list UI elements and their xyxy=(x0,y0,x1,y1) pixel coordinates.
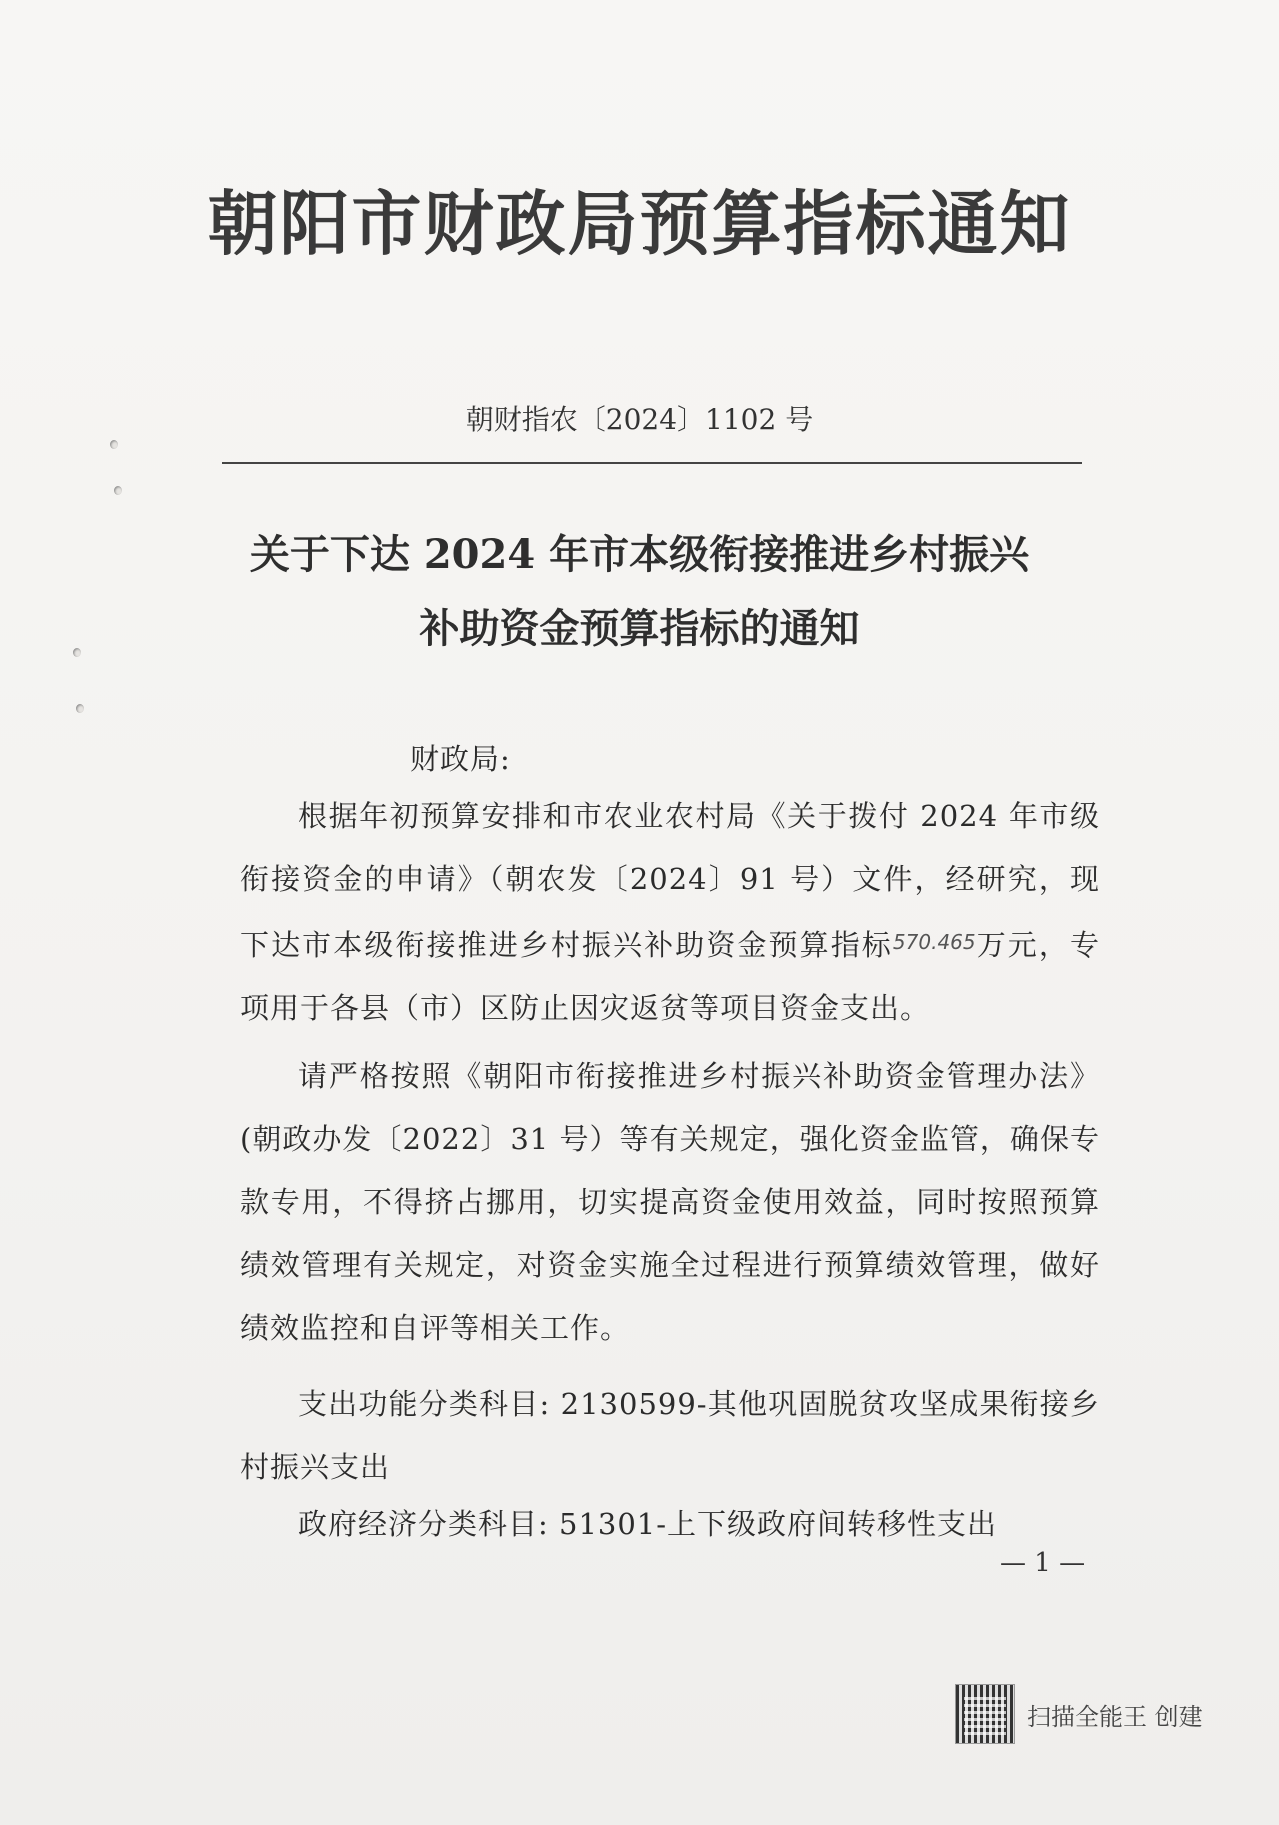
paragraph-3: 支出功能分类科目: 2130599-其他巩固脱贫攻坚成果衔接乡村振兴支出 xyxy=(240,1387,1100,1484)
binding-hole xyxy=(114,486,122,495)
subject-line-1: 关于下达 2024 年市本级衔接推进乡村振兴 xyxy=(249,531,1030,578)
paragraph-1-text-b: 万元，专项用于各县（市）区防止因灾返贫等项目资金支出。 xyxy=(240,928,1100,1025)
document-header-title: 朝阳市财政局预算指标通知 xyxy=(207,182,1072,265)
subject-line-2: 补助资金预算指标的通知 xyxy=(419,605,860,652)
paragraph-1-text-a: 根据年初预算安排和市农业农村局《关于拨付 2024 年市级衔接资金的申请》（朝农发〔2024〕91 号）文件，经研究，现下达市本级衔接推进乡村振兴补助资金预算指标 xyxy=(240,799,1100,962)
document-number: 朝财指农〔2024〕1102 号 xyxy=(465,403,814,436)
document-subject xyxy=(0,518,1279,666)
handwritten-amount: 570.465 xyxy=(892,930,976,954)
qr-code-icon xyxy=(955,1684,1015,1744)
paragraph-2: 请严格按照《朝阳市衔接推进乡村振兴补助资金管理办法》(朝政办发〔2022〕31 号）等有关规定，强化资金监管，确保专款专用，不得挤占挪用，切实提高资金使用效益，同时按照预算绩效管理有关规定，对资金实施全过程进行预算绩效管理，做好绩效监控和自评等相关工作。 xyxy=(240,1059,1100,1345)
header-divider xyxy=(222,462,1082,464)
recipient-line: 财政局: xyxy=(410,742,511,776)
watermark-brand: 扫描全能王 创建 xyxy=(1027,1702,1203,1731)
paragraph-1 xyxy=(240,785,1100,1040)
binding-hole xyxy=(76,704,84,713)
scanner-watermark xyxy=(955,1682,1255,1746)
page-number: — 1 — xyxy=(1000,1548,1086,1578)
binding-hole xyxy=(110,440,118,449)
paragraph-4: 政府经济分类科目: 51301-上下级政府间转移性支出 xyxy=(298,1507,998,1541)
